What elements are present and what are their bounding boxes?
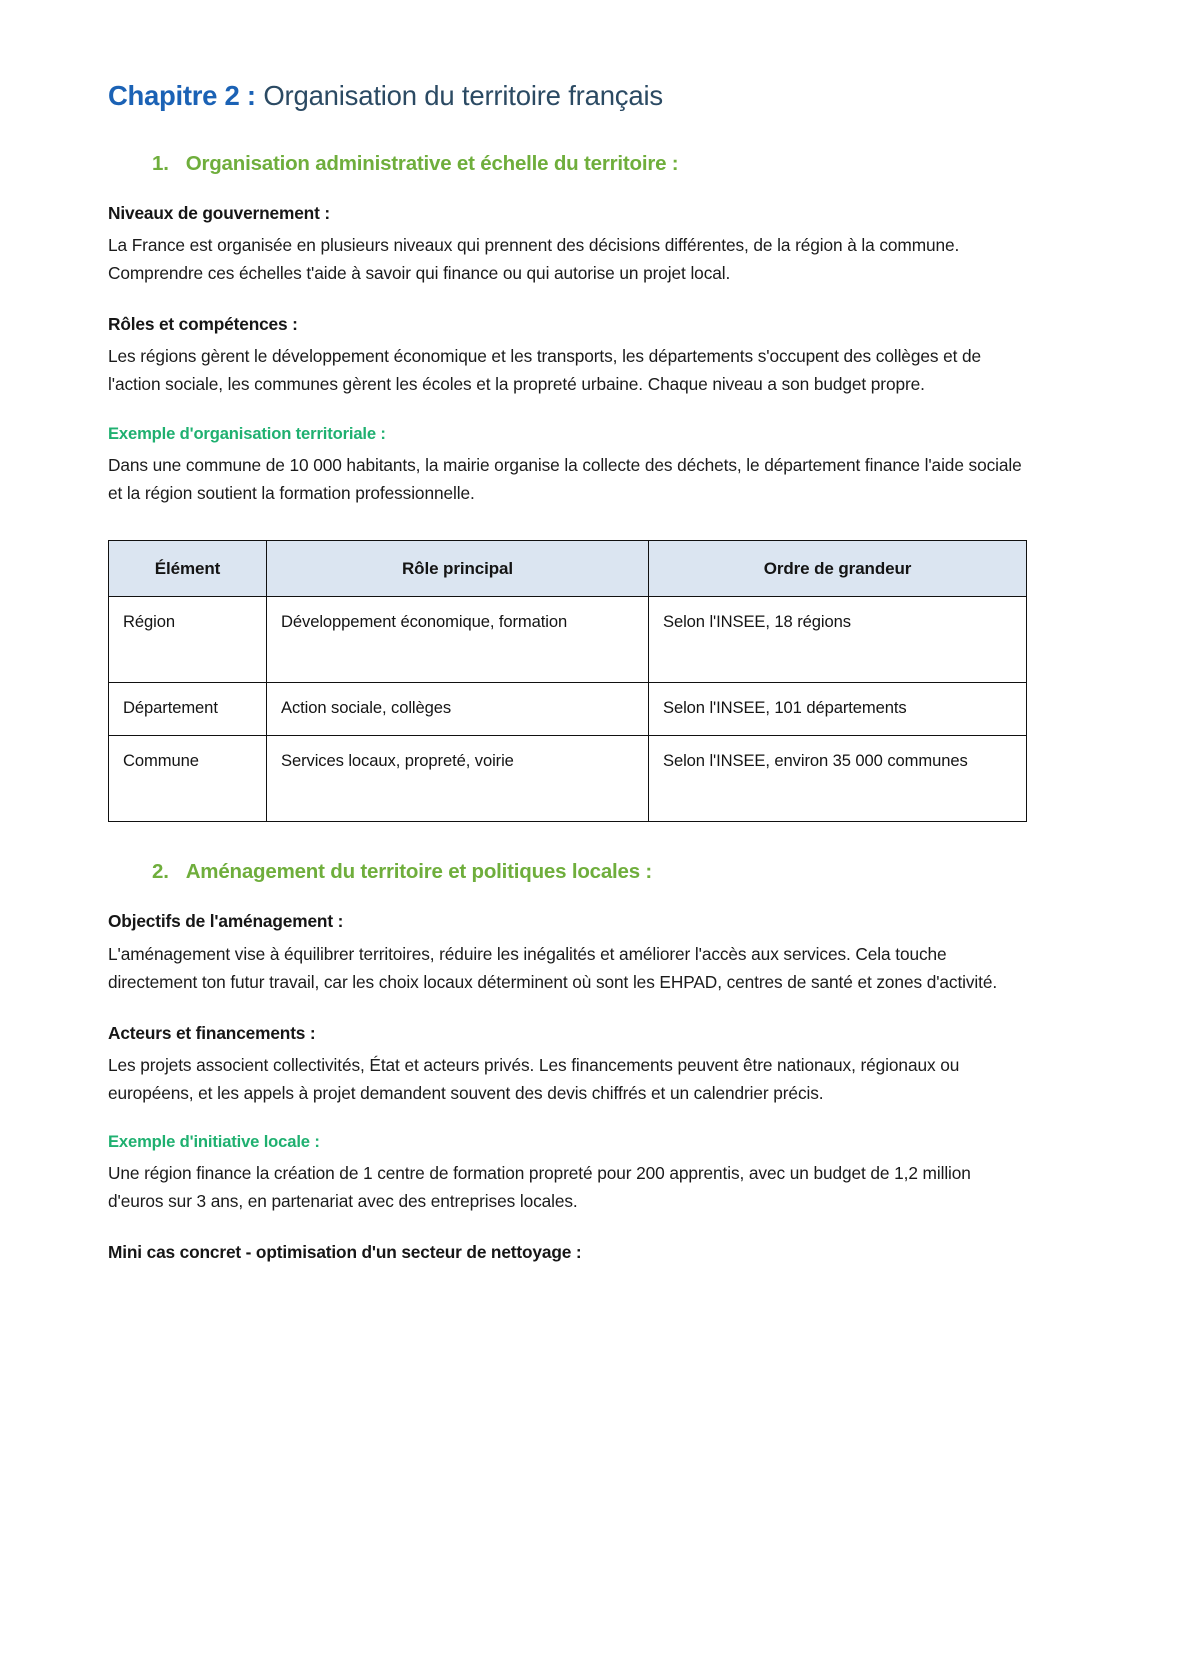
table-cell-role: Action sociale, collèges [267, 683, 649, 736]
table-cell-element: Département [109, 683, 267, 736]
section-heading-2 [152, 860, 1035, 884]
block-acteurs-et-financements [108, 1022, 1035, 1107]
chapter-label: Chapitre 2 [108, 80, 240, 111]
block-objectifs-amenagement [108, 910, 1035, 995]
territorial-levels-table-wrapper [108, 540, 1035, 822]
block-heading-example: Exemple d'initiative locale : [108, 1132, 320, 1152]
block-heading: Objectifs de l'aménagement : [108, 911, 344, 932]
mini-case-heading: Mini cas concret - optimisation d'un secteur de nettoyage : [108, 1242, 582, 1263]
table-cell-scale: Selon l'INSEE, 18 régions [649, 597, 1027, 683]
section-number-2: 2. [152, 860, 169, 884]
table-cell-scale: Selon l'INSEE, 101 départements [649, 683, 1027, 736]
block-text: Les régions gèrent le développement économique et les transports, les départements s'occupent des collèges et de l'action sociale, les communes gèrent les écoles et la propreté urbaine. Chaque niveau a son budget propre. [108, 346, 982, 395]
page-title [108, 78, 1035, 114]
block-text: L'aménagement vise à équilibrer territoires, réduire les inégalités et améliorer l'accès aux services. Cela touche directement ton futur travail, car les choix locaux déterminent où sont les EHPAD, centres de santé et zones d'activité. [108, 943, 998, 992]
table-cell-role: Développement économique, formation [267, 597, 649, 683]
table-header-element: Élément [109, 540, 267, 597]
table-header-role: Rôle principal [267, 540, 649, 597]
section-title-1: Organisation administrative et échelle du territoire : [185, 151, 679, 175]
territorial-levels-table [108, 540, 1027, 822]
block-heading-example: Exemple d'organisation territoriale : [108, 423, 386, 443]
table-cell-role: Services locaux, propreté, voirie [267, 736, 649, 822]
chapter-subject: Organisation du territoire français [263, 80, 663, 111]
table-header-scale: Ordre de grandeur [649, 540, 1027, 597]
table-cell-scale: Selon l'INSEE, environ 35 000 communes [649, 736, 1027, 822]
block-text: Une région finance la création de 1 centre de formation propreté pour 200 apprentis, avec un budget de 1,2 million d'euros sur 3 ans, en partenariat avec des entreprises locales. [108, 1163, 971, 1212]
block-roles-et-competences [108, 313, 1035, 398]
section-title-2: Aménagement du territoire et politiques locales : [185, 860, 653, 884]
block-exemple-initiative-locale [108, 1131, 1035, 1215]
table-row [109, 683, 1027, 736]
table-cell-element: Commune [109, 736, 267, 822]
block-exemple-organisation-territoriale [108, 423, 1035, 507]
block-mini-cas-concret [108, 1241, 1035, 1264]
block-text: Dans une commune de 10 000 habitants, la mairie organise la collecte des déchets, le département finance l'aide sociale et la région soutient la formation professionnelle. [108, 454, 1022, 503]
block-text: La France est organisée en plusieurs niveaux qui prennent des décisions différentes, de la région à la commune. Comprendre ces échelles t'aide à savoir qui finance ou qui autorise un projet local. [108, 235, 960, 284]
table-row [109, 597, 1027, 683]
section-number-1: 1. [152, 151, 169, 175]
block-niveaux-de-gouvernement [108, 202, 1035, 287]
table-header-row [109, 540, 1027, 597]
block-heading: Niveaux de gouvernement : [108, 202, 330, 223]
table-row [109, 736, 1027, 822]
chapter-colon: : [239, 80, 264, 111]
block-text: Les projets associent collectivités, État et acteurs privés. Les financements peuvent être nationaux, régionaux ou européens, et les appels à projet demandent souvent des devis chiffrés et un calendrier précis. [108, 1055, 960, 1104]
section-heading-1 [152, 152, 1035, 176]
table-cell-element: Région [109, 597, 267, 683]
block-heading: Rôles et compétences : [108, 314, 298, 335]
block-heading: Acteurs et financements : [108, 1022, 316, 1043]
